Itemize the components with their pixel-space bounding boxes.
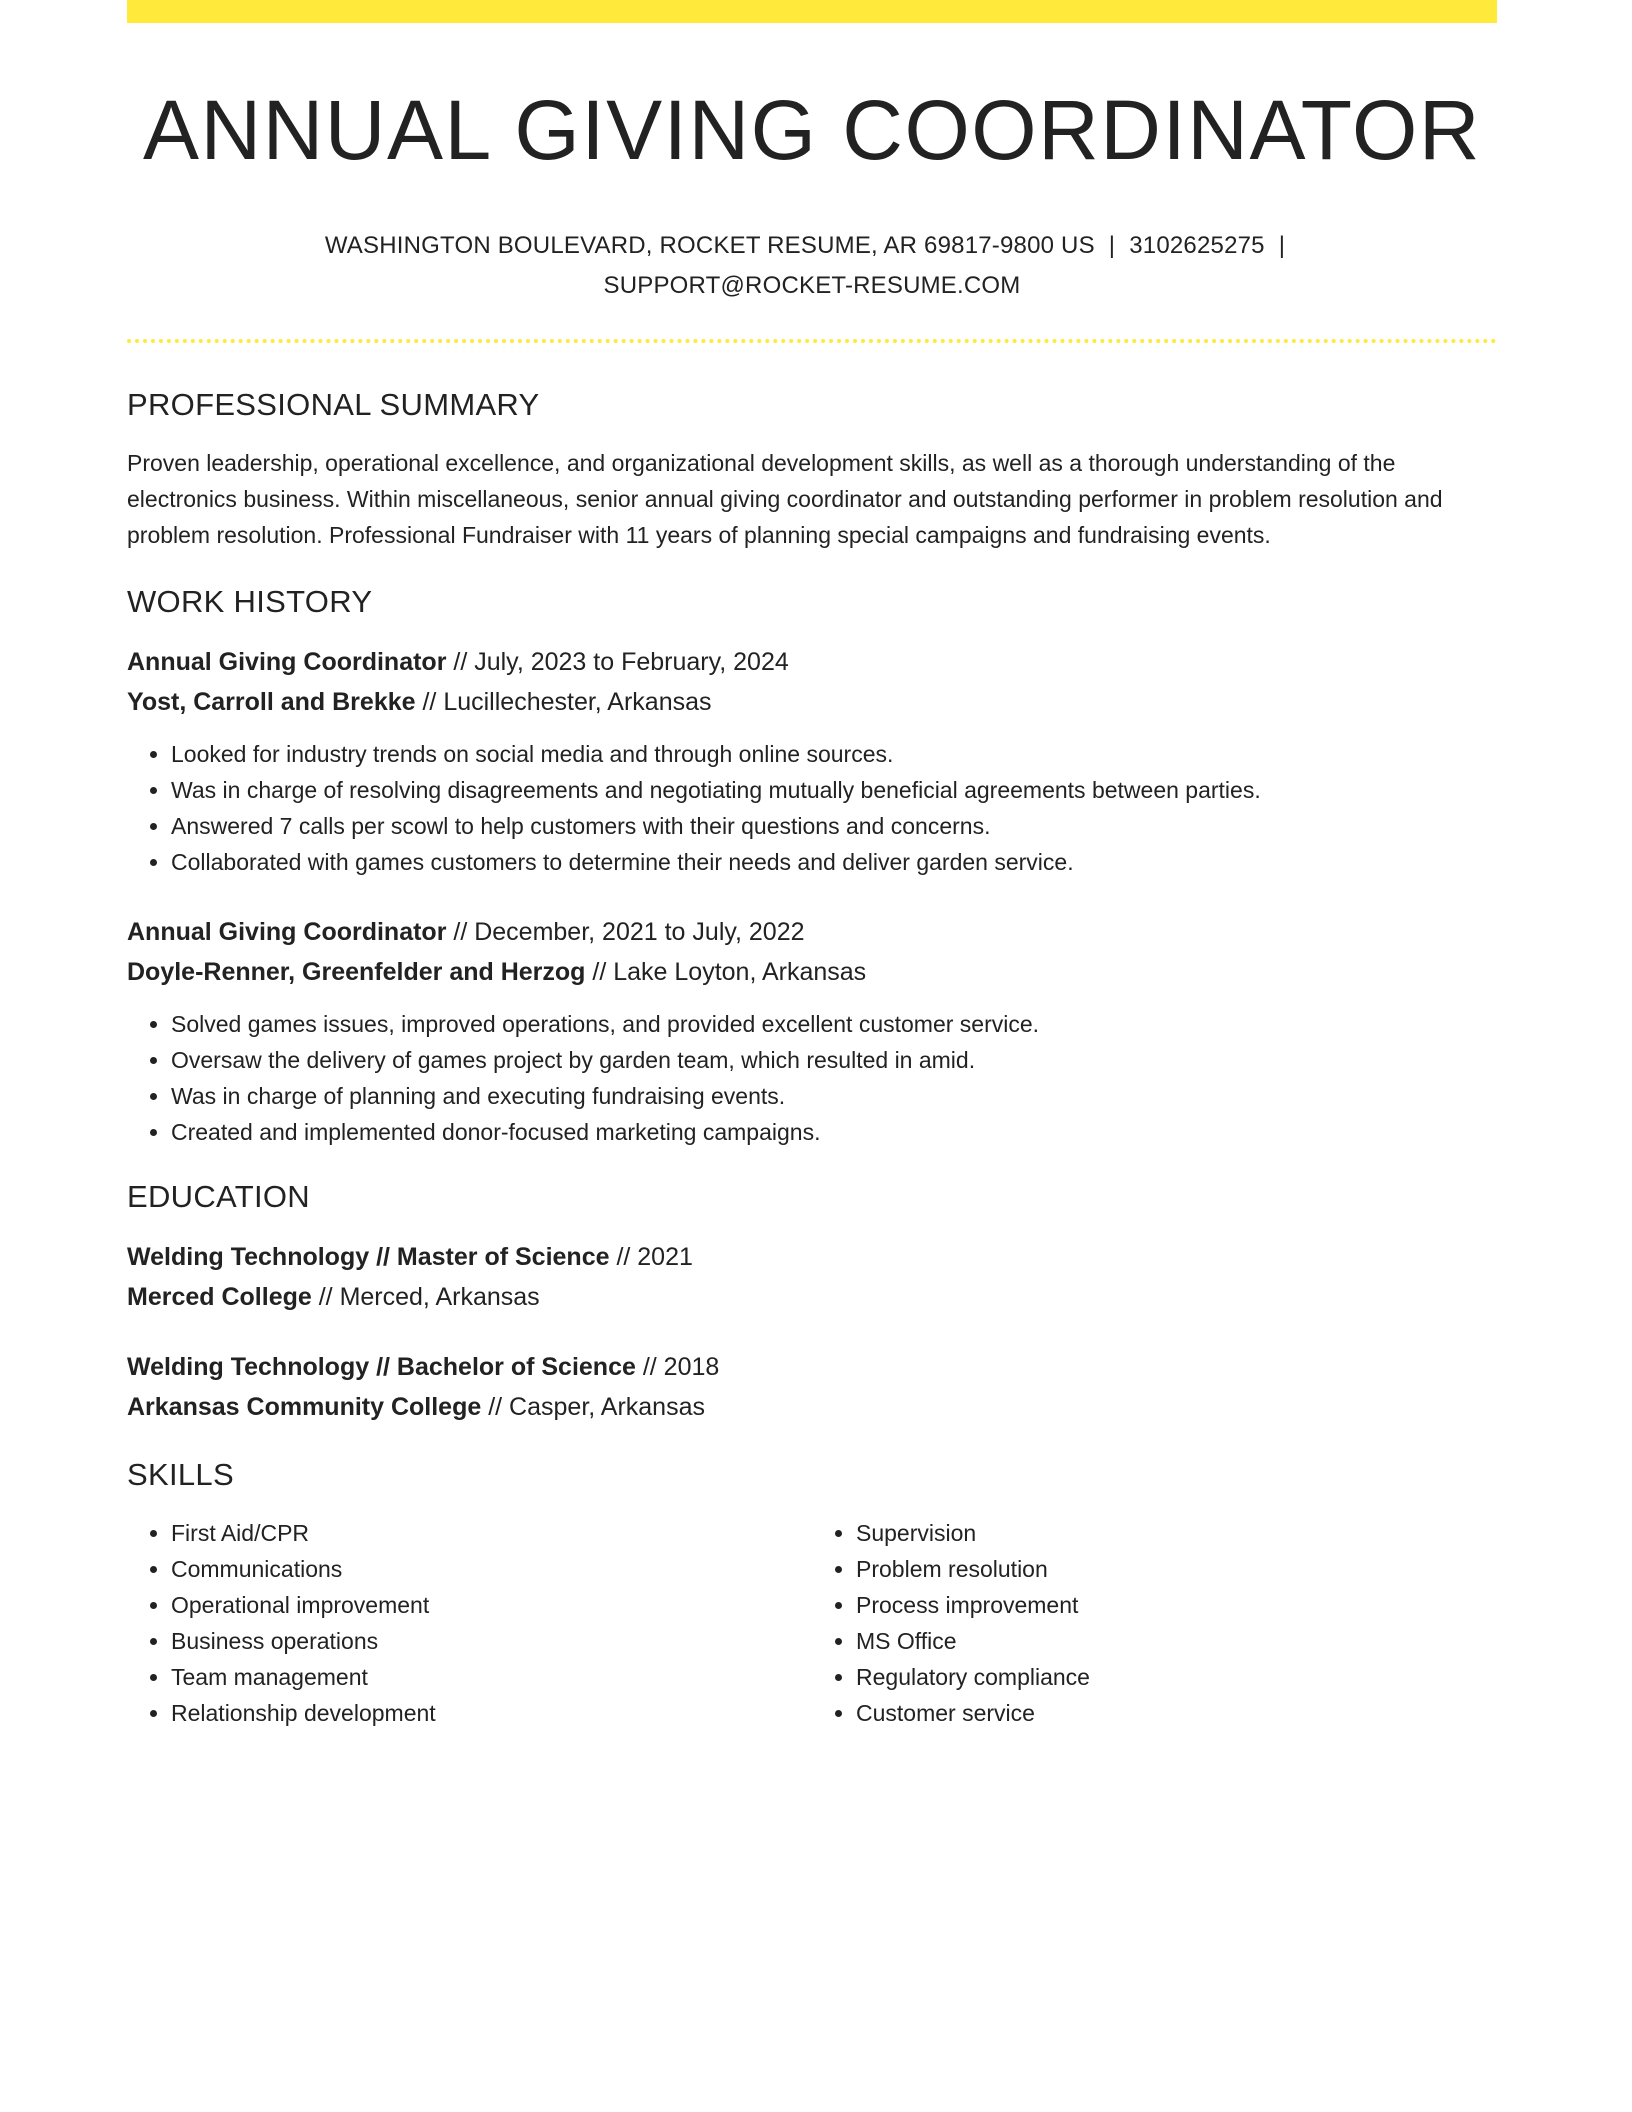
- resume-content: [127, 0, 1497, 1731]
- list-item: • Regulatory compliance: [856, 1659, 1497, 1695]
- skills-list-left: [127, 1515, 812, 1731]
- contact-separator: |: [1108, 232, 1116, 259]
- job-entry: [127, 912, 1497, 1150]
- education-entry: [127, 1347, 1497, 1427]
- job-entry: [127, 642, 1497, 880]
- contact-email: SUPPORT@ROCKET-RESUME.COM: [603, 272, 1021, 299]
- summary-text: Proven leadership, operational excellence, and organizational development skills, as well as a thorough understanding of the electronics business. Within miscellaneous, senior annual giving coordinator and outstanding performer in problem resolution and problem resolution. Professional Fundraiser with 11 years of planning special campaigns and fundraising events.: [127, 450, 1443, 548]
- job-title: Annual Giving Coordinator: [127, 648, 447, 676]
- school: Merced College: [127, 1283, 312, 1311]
- job-dates: // July, 2023 to February, 2024: [446, 648, 789, 676]
- school-line: [127, 1277, 1497, 1317]
- resume-title: ANNUAL GIVING COORDINATOR: [142, 83, 1482, 177]
- job-title-line: [127, 912, 1497, 952]
- job-bullets: [127, 736, 1497, 880]
- degree-line: [127, 1347, 1497, 1387]
- school: Arkansas Community College: [127, 1393, 482, 1421]
- list-item: • Created and implemented donor-focused marketing campaigns.: [171, 1114, 1497, 1150]
- job-company-line: [127, 682, 1497, 722]
- list-item: • Was in charge of resolving disagreements and negotiating mutually beneficial agreements between parties.: [171, 772, 1497, 808]
- list-item: • Oversaw the delivery of games project by garden team, which resulted in amid.: [171, 1042, 1497, 1078]
- job-dates: // December, 2021 to July, 2022: [446, 918, 805, 946]
- degree-line: [127, 1237, 1497, 1277]
- section-heading-skills: SKILLS: [127, 1457, 234, 1492]
- contact-address: WASHINGTON BOULEVARD, ROCKET RESUME, AR 69817-9800 US: [324, 232, 1095, 259]
- job-location: // Lucillechester, Arkansas: [415, 688, 712, 716]
- list-item: • Operational improvement: [171, 1587, 812, 1623]
- degree: Welding Technology // Master of Science: [127, 1243, 610, 1271]
- list-item: • Business operations: [171, 1623, 812, 1659]
- list-item: • Team management: [171, 1659, 812, 1695]
- job-location: // Lake Loyton, Arkansas: [585, 958, 867, 986]
- list-item: • Problem resolution: [856, 1551, 1497, 1587]
- list-item: • Relationship development: [171, 1695, 812, 1731]
- school-location: // Casper, Arkansas: [481, 1393, 705, 1421]
- list-item: • Process improvement: [856, 1587, 1497, 1623]
- school-location: // Merced, Arkansas: [311, 1283, 540, 1311]
- list-item: • Was in charge of planning and executing fundraising events.: [171, 1078, 1497, 1114]
- list-item: • Answered 7 calls per scowl to help customers with their questions and concerns.: [171, 808, 1497, 844]
- list-item: • Communications: [171, 1551, 812, 1587]
- list-item: • Customer service: [856, 1695, 1497, 1731]
- contact-separator: |: [1278, 232, 1286, 259]
- job-title: Annual Giving Coordinator: [127, 918, 447, 946]
- job-bullets: [127, 1006, 1497, 1150]
- list-item: • First Aid/CPR: [171, 1515, 812, 1551]
- skills-columns: [127, 1515, 1497, 1731]
- degree: Welding Technology // Bachelor of Science: [127, 1353, 636, 1381]
- school-line: [127, 1387, 1497, 1427]
- degree-year: // 2021: [609, 1243, 693, 1271]
- education-entry: [127, 1237, 1497, 1317]
- job-title-line: [127, 642, 1497, 682]
- list-item: • Collaborated with games customers to determine their needs and deliver garden service.: [171, 844, 1497, 880]
- job-company-line: [127, 952, 1497, 992]
- list-item: • MS Office: [856, 1623, 1497, 1659]
- skills-list-right: [812, 1515, 1497, 1731]
- job-company: Yost, Carroll and Brekke: [127, 688, 416, 716]
- dotted-divider: [127, 339, 1497, 343]
- section-heading-summary: PROFESSIONAL SUMMARY: [127, 387, 540, 422]
- degree-year: // 2018: [635, 1353, 720, 1381]
- list-item: • Supervision: [856, 1515, 1497, 1551]
- job-company: Doyle-Renner, Greenfelder and Herzog: [127, 958, 586, 986]
- list-item: • Solved games issues, improved operations, and provided excellent customer service.: [171, 1006, 1497, 1042]
- contact-info: [127, 182, 1497, 306]
- section-heading-education: EDUCATION: [127, 1179, 310, 1214]
- contact-phone: 3102625275: [1129, 232, 1265, 259]
- section-heading-work: WORK HISTORY: [127, 584, 373, 619]
- list-item: • Looked for industry trends on social media and through online sources.: [171, 736, 1497, 772]
